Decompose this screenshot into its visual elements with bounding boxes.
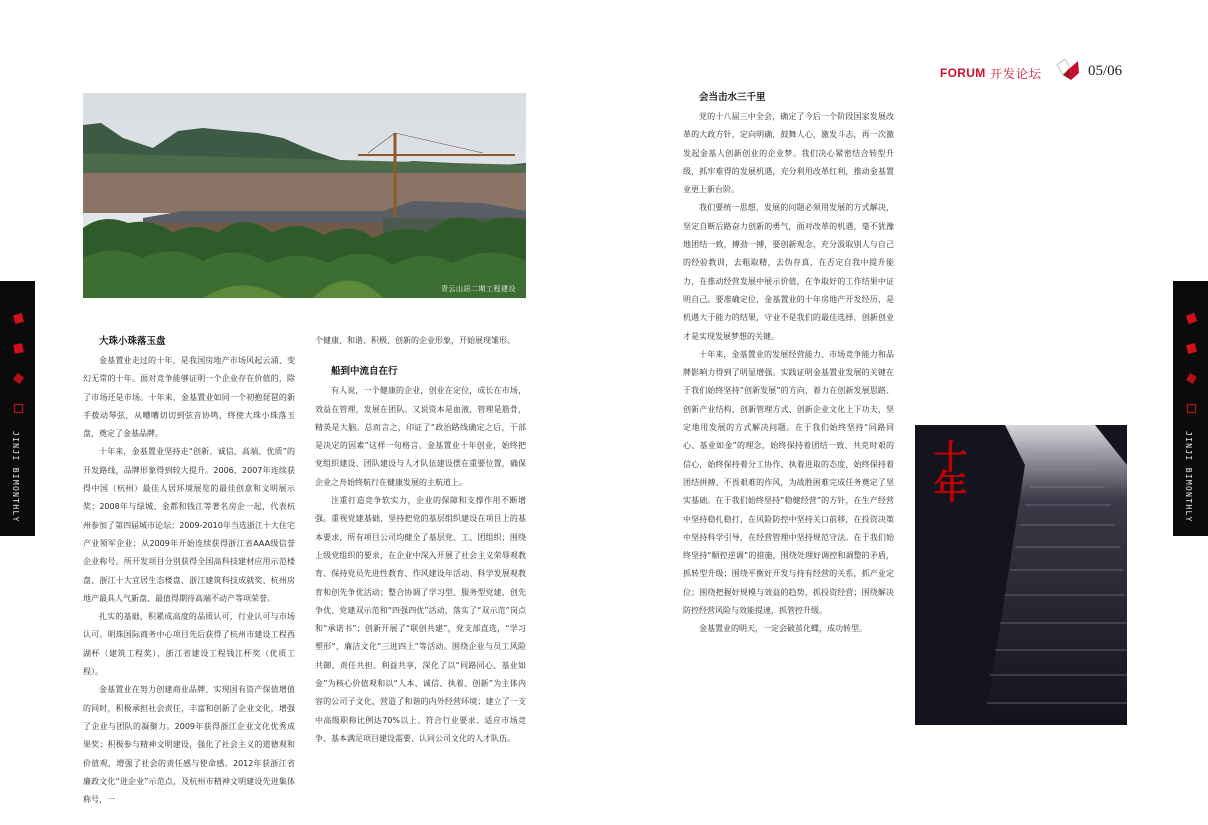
paragraph: 我们要统一思想，发展的问题必须用发展的方式解决，坚定自断后路奋力创新的勇气，面对改革的机遇，毫不犹豫地团结一致，搏劲一搏，要创新观念，充分汲取别人与自己的经验教训，去粗取精，去伪存真，在否定自我中提升能力，在推动经营发展中展示价值，在争取好的工作结果中证明自己。要准确定位，金基置业的十年房地产开发经历，是机遇大于能力的结果，守业不是我们的最佳选择，创新创业才是实现发展梦想的关键。 [683,203,894,341]
cube-icon [13,369,24,380]
staircase-image [915,425,1127,725]
paragraph: 金基置业在努力创建商业品牌、实现国有资产保值增值的同时，积极承担社会责任，丰富和创新了企业文化，增强了企业与团队的凝聚力。2009年获得浙江企业文化优秀成果奖；积极参与精神文明建设，强化了社会主义的道德观和价值观，增强了社会的责任感与使命感。2012年获浙江省廉政文化“进企业”示范点，及杭州市精神文明建设先进集体称号，一 [83,685,295,805]
paragraph: 十年来，金基置业的发展经营能力、市场竞争能力和品牌影响力得到了明显增强。实践证明金基置业发展的关键在于我们始终坚持“创新发展”的方向，着力在创新发展思路、创新产业结构、创新管理方式、创新企业文化上下功夫，坚定地用发展的方式解决问题。在于我们始终坚持“同路同心、基业如金”的理念，始终保持着团结一致、共克时艰的信心，始终保持着分工协作、执着进取的态度，始终保持着团结拼搏、不畏艰难的作风，为战胜困难完成任务奠定了坚实基础。在于我们始终坚持“稳健经营”的方针，在生产经营中坚持稳扎稳打，在风险防控中坚持关口前移，在投资决策中坚持科学引导，在经营管理中坚持规范守法。在于我们始终坚持“顺控逆调”的措施，围绕处理好调控和调整的矛盾，抓转型升级；围绕平衡好开发与持有经营的关系，抓产业定位；围绕把握好规模与效益的趋势，抓投资经营；围绕解决防控经营风险与效能提速，抓管控升级。 [683,349,894,616]
cube-icon [1186,369,1197,380]
cube-icon [13,309,24,320]
open-book-icon [1054,56,1082,82]
cube-outline-icon [1186,399,1197,410]
paragraph-continuation: 个健康、和谐、积极、创新的企业形象，开始展现雏形。 [315,336,515,345]
section-heading: 船到中流自在行 [331,366,398,378]
page-number: 05/06 [1088,63,1123,79]
magazine-name: JINJI BIMONTHLY [1184,431,1193,523]
paragraph: 金基置业走过的十年，是我国房地产市场风起云涌、变幻无常的十年。面对竞争能够证明一个企业存在价值的，除了市场还是市场。十年来，金基置业如同一个初抱琵琶的新手拨动琴弦，从嘈嘈切切到弦音协鸣，终使大珠小珠落玉盘，奠定了金基品牌。 [83,356,295,439]
side-tab-left [0,281,35,536]
section-label-en: FORUM [940,66,986,80]
magazine-name: JINJI BIMONTHLY [11,431,20,523]
paragraph: 扎实的基础，积累成高度的品质认可，行业认可与市场认可。明珠国际商务中心项目先后获得了杭州市建设工程西湖杯（建筑工程奖），浙江省建设工程钱江杯奖（优质工程）。 [83,612,295,677]
paragraph: 有人说，一个健康的企业，创业在定位，成长在市场，效益在管理，发展在团队。又说资本是血液，管理是筋骨，精英是大脑。总而言之，印证了“政治路线确定之后，干部是决定的因素”这样一句格言。金基置业十年创业，始终把党组织建设、团队建设与人才队伍建设摆在重要位置，确保企业之舟始终航行在健康发展的主航道上。 [315,386,526,487]
paragraph: 十年来，金基置业坚持走“创新、诚信、高端、优质”的开发路线，品牌形象得到较大提升。2006、2007年连续获得中国（杭州）最佳人居环境展览的最佳创意和文明展示奖；2008年与绿城、金都和钱江等著名房企一起，代表杭州参加了第四届城市论坛；2009-2010年当选浙江十大住宅产业领军企业；从2009年开始连续获得浙江省AAA级信誉企业称号。所开发项目分别获得全国高科技建材应用示范楼盘、浙江十大宜居生态楼盘、浙江建筑科技成就奖、杭州房地产最具人气新盘、最值得期待高端不动产等项荣誉。 [83,447,295,603]
paragraph: 党的十八届三中全会，确定了今后一个阶段国家发展改革的大政方针，定向明确，鼓舞人心，激发斗志，再一次激发起金基人创新创业的企业梦。我们决心紧密结合转型升级，抓牢难得的发展机遇，充分利用改革红利，推动金基置业更上新台阶。 [683,112,894,195]
section-heading: 会当击水三千里 [699,92,766,103]
photo-caption: 青云山居二期工程建设 [441,285,516,293]
article-column-2 [315,332,526,748]
side-tab-right [1173,281,1208,536]
cube-icon [1186,309,1197,320]
page-header [938,56,1138,86]
article-column-1 [83,332,295,809]
cube-icon [1186,339,1197,350]
cube-outline-icon [13,399,24,410]
paragraph: 注重打造竞争软实力，企业的保障和支撑作用不断增强。重视党建基础，坚持把党的基层组织建设在项目上的基本要求，所有项目公司均健全了基层党、工、团组织；围绕上级党组织的要求，在企业中深入开展了社会主义荣辱观教育、保持党员先进性教育、作风建设年活动、科学发展观教育和创先争优活动；整合协调了学习型、服务型党建、创先争优、党建双示范和“四强四优”活动，落实了“双示范”岗点和“承诺书”；创新开展了“联创共建”，党支部直选，“学习塑形”，廉洁文化“三进四上”等活动。围绕企业与员工风险共御、责任共担、利益共享，深化了以“同路同心、基业如金”为核心价值观和以“人本、诚信、执着、创新”为主体内容的公司子文化，营造了和谐的内外经营环境；建立了一支中高级职称比例达70%以上、符合行业要求、适应市场竞争、基本满足项目建设需要、认同公司文化的人才队伍。 [315,496,526,743]
section-label-cn: 开发论坛 [990,67,1043,81]
article-column-3 [683,88,894,639]
paragraph: 金基置业的明天，一定会破茧化蝶，成功转型。 [699,624,867,634]
construction-photo [83,93,526,298]
image-title: 十年 [927,439,967,499]
cube-icon [13,339,24,350]
section-heading: 大珠小珠落玉盘 [99,336,166,347]
